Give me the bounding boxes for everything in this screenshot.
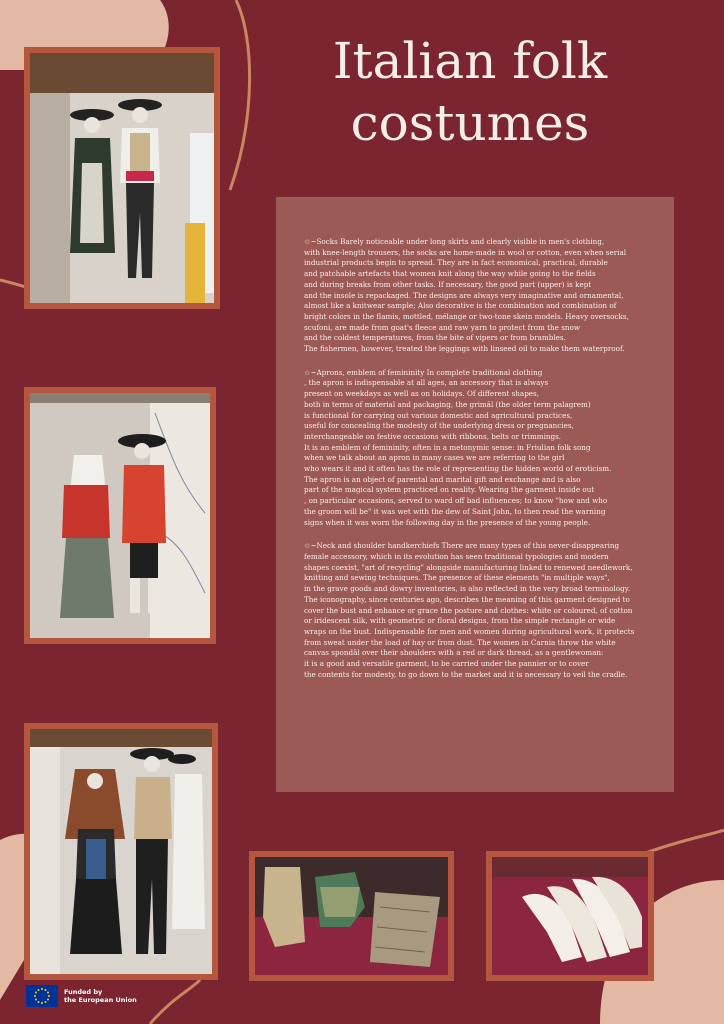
photo-embroidered-textiles: [249, 851, 454, 981]
photo-knitted-socks: [486, 851, 654, 981]
eu-funding-text: [64, 988, 137, 1004]
eu-funding-logo: [26, 985, 137, 1007]
paragraph-aprons: ☆~Aprons, emblem of femininity In complete traditional clothing , the apron is indispensable at all ages, an accessory that is always present on weekdays as well as on holidays. Of different shapes, both in terms of material and packaging, the grimâl (the older term palagrem) is functional for carrying out various domestic and agricultural practices, useful for concealing the modesty of the underlying dress or pregnancies, interchangeable on festive occasions with ribbons, belts or trimmings. It is an emblem of femininity, often in a metonymic sense: in Friulian folk song when we talk about an apron in many cases we are referring to the girl who wears it and it often has the role of representing the hidden world of eroticism. The apron is an object of parental and marital gift and exchange and is also part of the magical system practiced on reality. Wearing the garment inside out , on particular occasions, served to ward off bad influences; to know "how and who the groom will be" it was wet with the dew of Saint John, to then read the warning signs when it was worn the following day in the presence of the young people.: [304, 367, 612, 527]
text-panel: [276, 197, 674, 792]
page-title: Italian folk costumes: [332, 32, 608, 152]
eu-line-1: Funded by: [64, 988, 103, 996]
eu-line-2: the European Union: [64, 996, 137, 1004]
photo-costumes-shawl: [24, 723, 218, 980]
paragraph-handkerchiefs: ☆~Neck and shoulder handkerchiefs There are many types of this never-disappearing female accessory, which in its evolution has seen traditional typologies and modern shapes coexist, "art of recycling" alongside manufacturing linked to renewed needlework, knitting and sewing techniques. The presence of these elements "in multiple ways", in the grave goods and dowry inventories, is also reflected in the very broad terminology. The iconography, since centuries ago, describes the meaning of this garment designed to cover the bust and enhance or grace the posture and clothes: white or coloured, of cotton or iridescent silk, with geometric or floral designs, from the simple rectangle or wide wraps on the bust. Indispensable for men and women during agricultural work, it protects from sweat under the load of hay or from dust. The women in Carnia throw the white canvas spondâl over their shoulders with a red or dark thread, as a gentlewoman: it is a good and versatile garment, to be carried under the pannier or to cover the contents for modesty, to go down to the market and it is necessary to veil the cradle.: [304, 541, 635, 679]
paragraph-socks: ☆~Socks Barely noticeable under long skirts and clearly visible in men's clothing, with knee-length trousers, the socks are home-made in wool or cotton, even when serial industrial products begin to spread. They are in fact economical, practical, durable and patchable artefacts that women knit along the way while going to the fields and during breaks from other tasks. If necessary, the good part (upper) is kept and the insole is repackaged. The designs are always very imaginative and ornamental, almost like a knitwear sample; Also decorative is the combination and combination of bright colors in the flamis, mottled, mélange or two-tone skein models. Heavy oversocks, scufoni, are made from goat's fleece and raw yarn to protect from the snow and the coldest temperatures, from the bite of vipers or from brambles. The fishermen, however, treated the leggings with linseed oil to make them waterproof.: [304, 237, 629, 354]
eu-flag-icon: [26, 985, 58, 1007]
photo-costumes-dark-aprons: [24, 47, 220, 309]
photo-costumes-red-jackets: [24, 387, 216, 644]
